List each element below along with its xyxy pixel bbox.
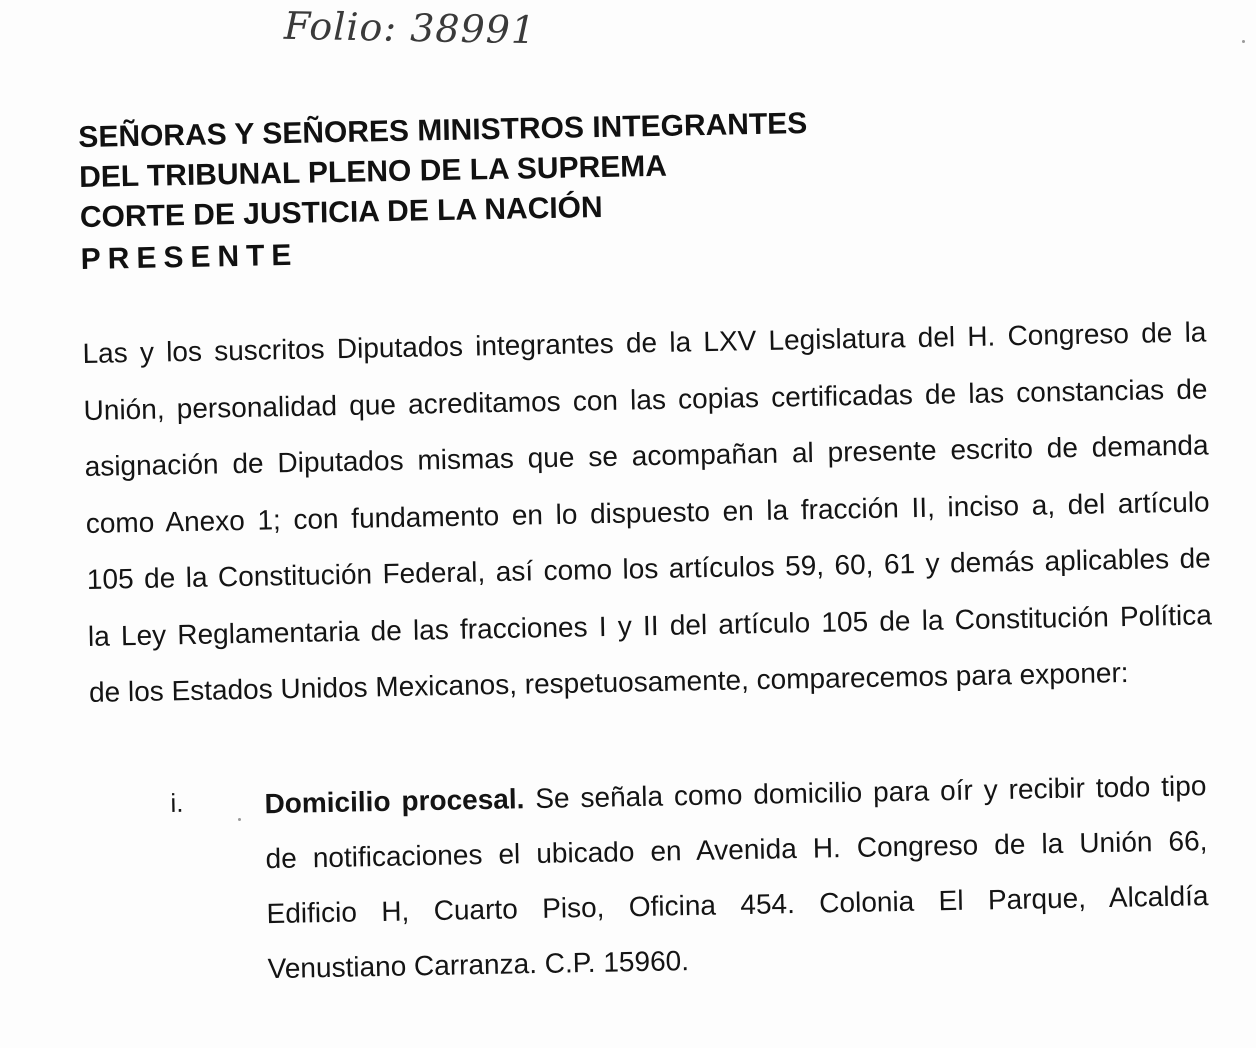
list-marker: i. [170,787,184,818]
paragraph-line: de los Estados Unidos Mexicanos, respetuosamente, comparecemos para exponer: [88,656,1129,708]
paragraph-line: Las y los suscritos Diputados integrantes de la LXV Legislatura del H. Congreso de la [82,316,1207,369]
heading-presente: PRESENTE [80,238,299,276]
list-item-text [264,758,1210,996]
paragraph-line: 105 de la Constitución Federal, así como los artículos 59, 60, 61 y demás aplicables de [86,542,1211,595]
intro-paragraph [82,304,1213,721]
paragraph-line: asignación de Diputados mismas que se acompañan al presente escrito de demanda [84,429,1209,482]
document-heading [78,103,841,280]
heading-line: DEL TRIBUNAL PLENO DE LA SUPREMA [78,149,668,194]
list-item-line: Edificio H, Cuarto Piso, Oficina 454. Colonia El Parque, Alcaldía [266,880,1209,930]
list-item-line: de notificaciones el ubicado en Avenida H. Congreso de la Unión 66, [265,825,1208,875]
list-item-domicilio [170,758,1209,985]
paragraph-line: Unión, personalidad que acreditamos con las copias certificadas de las constancias de [83,372,1208,426]
list-item-line: Venustiano Carranza. C.P. 15960. [267,945,690,985]
heading-line: CORTE DE JUSTICIA DE LA NACIÓN [79,190,603,234]
handwritten-folio-number: Folio: 38991 [283,3,537,53]
paragraph-line: la Ley Reglamentaria de las fracciones I y II del artículo 105 de la Constitución Política [87,598,1213,652]
list-item-title: Domicilio procesal. [264,783,525,820]
paragraph-line: como Anexo 1; con fundamento en lo dispuesto en la fracción II, inciso a, del artículo [85,485,1210,539]
scan-speck [238,818,241,821]
scan-speck [1242,40,1245,43]
list-item-first-line-rest: Se señala como domicilio para oír y recibir todo tipo [524,770,1207,815]
heading-line: SEÑORAS Y SEÑORES MINISTROS INTEGRANTES [78,107,808,154]
